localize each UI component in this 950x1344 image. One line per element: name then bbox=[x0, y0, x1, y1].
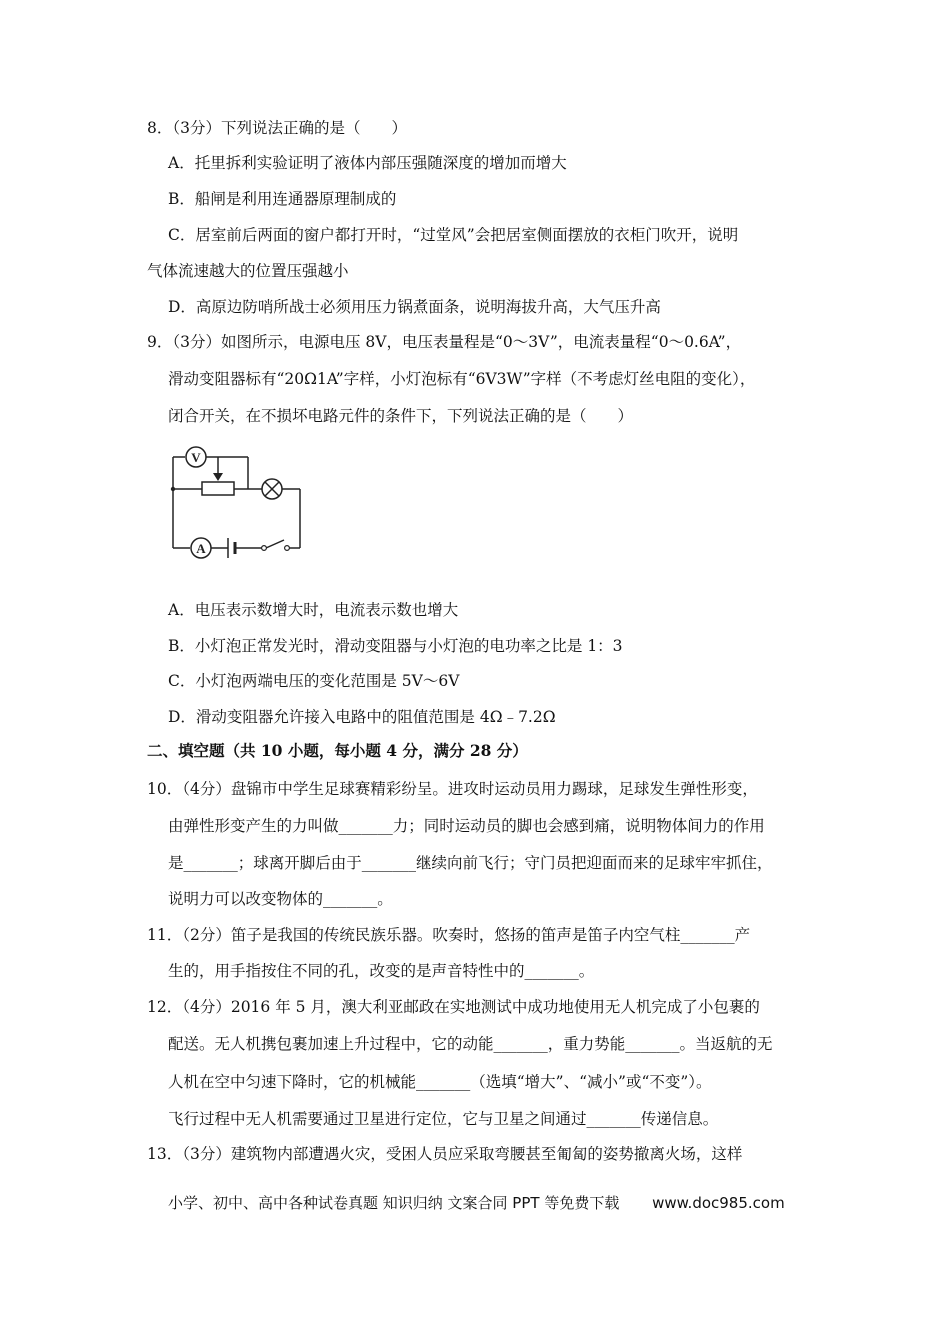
q9-stem-line3: 闭合开关，在不损坏电路元件的条件下，下列说法正确的是（ ） bbox=[168, 407, 634, 425]
voltmeter-label: V bbox=[191, 450, 201, 465]
page-footer bbox=[168, 1192, 785, 1213]
q10-line2: 由弹性形变产生的力叫做_______力；同时运动员的脚也会感到痛，说明物体间力的作用 bbox=[168, 817, 765, 835]
circuit-diagram bbox=[160, 436, 310, 571]
footer-text: 小学、初中、高中各种试卷真题 知识归纳 文案合同 PPT 等免费下载 bbox=[168, 1194, 620, 1212]
q11-line2: 生的，用手指按住不同的孔，改变的是声音特性中的_______。 bbox=[168, 962, 595, 980]
q12-line1: 12．（4分）2016 年 5 月，澳大利亚邮政在实地测试中成功地使用无人机完成了小包裹的 bbox=[147, 998, 760, 1016]
switch-contact-right bbox=[285, 546, 290, 551]
footer-url[interactable]: www.doc985.com bbox=[652, 1194, 785, 1212]
q8-option-c-line1: C．居室前后两面的窗户都打开时，“过堂风”会把居室侧面摆放的衣柜门吹开，说明 bbox=[168, 226, 739, 244]
junction-dot bbox=[171, 487, 175, 491]
q9-stem-line2: 滑动变阻器标有“20Ω1A”字样，小灯泡标有“6V3W”字样（不考虑灯丝电阻的变化）， bbox=[168, 370, 756, 388]
q13-line1: 13．（3分）建筑物内部遭遇火灾，受困人员应采取弯腰甚至匍匐的姿势撤离火场，这样 bbox=[147, 1145, 743, 1163]
q10-line1: 10．（4分）盘锦市中学生足球赛精彩纷呈。进攻时运动员用力踢球，足球发生弹性形变， bbox=[147, 780, 758, 798]
q9-option-c: C．小灯泡两端电压的变化范围是 5V～6V bbox=[168, 672, 460, 690]
q8-option-c-line2: 气体流速越大的位置压强越小 bbox=[147, 262, 349, 280]
q9-option-a: A．电压表示数增大时，电流表示数也增大 bbox=[168, 601, 459, 619]
q8-option-b: B．船闸是利用连通器原理制成的 bbox=[168, 190, 397, 208]
q9-stem-line1: 9．（3分）如图所示，电源电压 8V，电压表量程是“0～3V”，电流表量程“0～0.6A”， bbox=[147, 333, 742, 351]
q12-line2: 配送。无人机携包裹加速上升过程中，它的动能_______，重力势能_______。当返航的无 bbox=[168, 1035, 773, 1053]
q8-stem: 8．（3分）下列说法正确的是（ ） bbox=[147, 119, 407, 137]
q12-line3: 人机在空中匀速下降时，它的机械能_______（选填“增大”、“减小”或“不变”）。 bbox=[168, 1073, 712, 1091]
section-2-title: 二、填空题（共 10 小题，每小题 4 分，满分 28 分） bbox=[147, 741, 528, 760]
q11-line1: 11．（2分）笛子是我国的传统民族乐器。吹奏时，悠扬的笛声是笛子内空气柱_______产 bbox=[147, 926, 751, 944]
q9-option-b: B．小灯泡正常发光时，滑动变阻器与小灯泡的电功率之比是 1：3 bbox=[168, 637, 623, 655]
switch-blade bbox=[266, 540, 284, 548]
q9-option-d: D．滑动变阻器允许接入电路中的阻值范围是 4Ω﹣7.2Ω bbox=[168, 708, 556, 726]
rheostat-icon bbox=[202, 482, 234, 495]
switch-contact-left bbox=[262, 546, 267, 551]
slider-arrow-icon bbox=[213, 473, 223, 481]
ammeter-label: A bbox=[196, 541, 206, 556]
q12-line4: 飞行过程中无人机需要通过卫星进行定位，它与卫星之间通过_______传递信息。 bbox=[168, 1110, 719, 1128]
q8-option-a: A．托里拆利实验证明了液体内部压强随深度的增加而增大 bbox=[168, 154, 567, 172]
q8-option-d: D．高原边防哨所战士必须用压力锅煮面条，说明海拔升高，大气压升高 bbox=[168, 298, 661, 316]
q10-line3: 是_______；球离开脚后由于_______继续向前飞行；守门员把迎面而来的足球牢牢抓住， bbox=[168, 854, 773, 872]
q10-line4: 说明力可以改变物体的_______。 bbox=[168, 890, 393, 908]
